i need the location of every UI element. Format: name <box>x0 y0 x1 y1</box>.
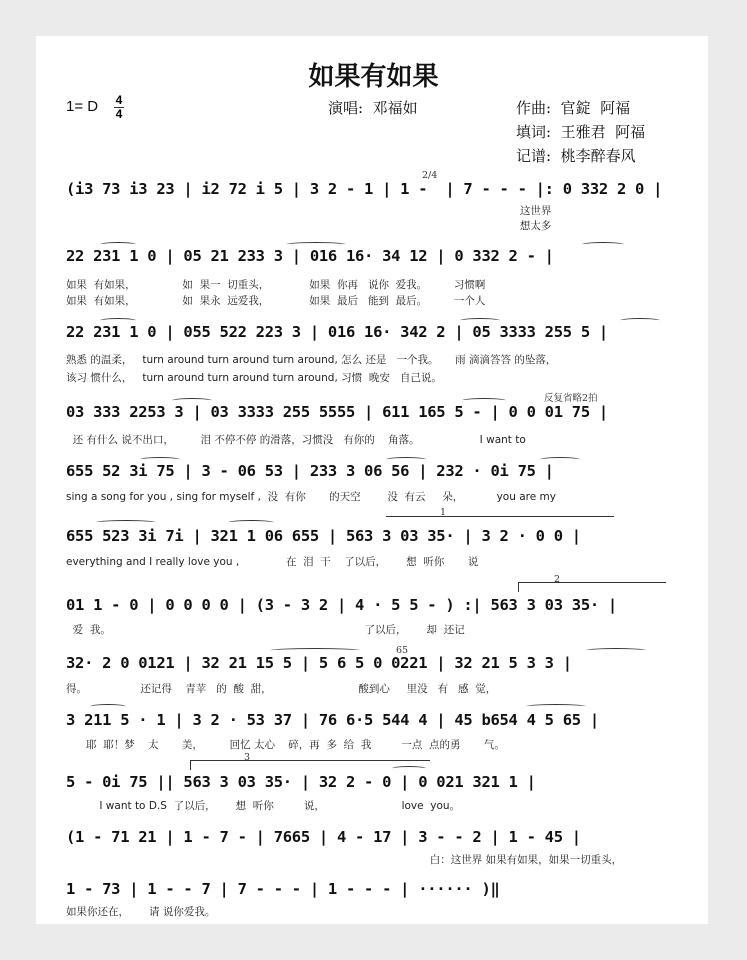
music-line-11: (1 - 71 21 | 1 - 7 - | 7665 | 4 - 17 | 3 - - 2 | 1 - 45 | <box>66 828 581 846</box>
lyric-line-4a: 还 有什么 说不出口， 泪 不停不停 的滑落，习惯没 有你的 角落。 I want to <box>66 434 526 446</box>
lyric-line-10a: I want to D.S 了以后， 想 听你 说， love you。 <box>66 800 461 812</box>
lyric-line-8a: 得。 还记得 青苹 的 酸 甜， 酸到心 里没 有 感 觉， <box>66 683 497 695</box>
music-line-3: 22 231 1 0 | 055 522 223 3 | 016 16· 342 2 | 05 3333 255 5 | <box>66 323 608 341</box>
slur <box>392 766 426 771</box>
lyric-line-7a: 爱 我。 了以后， 却 还记 <box>66 624 465 636</box>
lyric-line-6a: everything and I really love you , 在 泪 干 了以后， 想 听你 说 <box>66 556 479 568</box>
lyric-line-1a: 这世界 <box>66 205 552 217</box>
singer-credit: 演唱: 邓福如 <box>328 99 418 117</box>
lyric-line-2b: 如果 有如果， 如 果永 远爱我， 如果 最后 能到 最后。 一个人 <box>66 295 486 307</box>
music-line-6: 655 523 3i 7i | 321 1 06 655 | 563 3 03 35· | 3 2 · 0 0 | <box>66 527 581 545</box>
volta-3-hook <box>190 760 191 770</box>
slur <box>526 704 586 709</box>
lyric-line-9a: 耶 耶！梦 太 美， 回忆 太心 碎，再 多 给 我 一点 点的勇 气。 <box>66 739 505 751</box>
music-line-7: 01 1 - 0 | 0 0 0 0 | (3 - 3 2 | 4 · 5 5 - ) :| 563 3 03 35· | <box>66 596 617 614</box>
lyric-line-3a: 熟悉 的温柔， turn around turn around turn around, 怎么 还是 一个我。 雨 滴滴答答 的坠落， <box>66 354 557 366</box>
music-line-12: 1 - 73 | 1 - - 7 | 7 - - - | 1 - - - | ······ )‖ <box>66 880 500 898</box>
slur <box>90 704 126 709</box>
time-change-mark: 2/4 <box>422 170 438 181</box>
lyric-line-3b: 该习 惯什么， turn around turn around turn around, 习惯 晚安 自己说。 <box>66 372 442 384</box>
lyric-line-12a: 如果你还在， 请 说你爱我。 <box>66 906 216 918</box>
volta-1-label: 1 <box>440 507 447 518</box>
music-line-4: 03 333 2253 3 | 03 3333 255 5555 | 611 165 5 - | 0 0 01 75 | <box>66 403 608 421</box>
time-signature-bottom: 4 <box>115 107 123 121</box>
lyric-line-2a: 如果 有如果， 如 果一 切重头， 如果 你再 说你 爱我。 习惯啊 <box>66 279 486 291</box>
music-line-10: 5 - 0i 75 || 563 3 03 35· | 32 2 - 0 | 0 021 321 1 | <box>66 773 536 791</box>
slur <box>270 648 360 653</box>
lyricist-credit: 填词: 王雅君 阿福 <box>516 123 646 141</box>
volta-2-label: 2 <box>554 574 561 585</box>
volta-2-hook <box>518 582 519 592</box>
music-line-9: 3 211 5 · 1 | 3 2 · 53 37 | 76 6·5 544 4 | 45 b654 4 5 65 | <box>66 711 599 729</box>
slur <box>96 520 156 525</box>
transcriber-credit: 记谱: 桃李醉春风 <box>516 147 636 165</box>
grace-note: 65 <box>396 645 409 656</box>
music-line-8: 32· 2 0 0121 | 32 21 15 5 | 5 6 5 0 0221 | 32 21 5 3 3 | <box>66 654 572 672</box>
music-line-2: 22 231 1 0 | 05 21 233 3 | 016 16· 34 12 | 0 332 2 - | <box>66 247 554 265</box>
volta-3-label: 3 <box>244 752 251 763</box>
music-line-5: 655 52 3i 75 | 3 - 06 53 | 233 3 06 56 | 232 · 0i 75 | <box>66 462 554 480</box>
lyric-line-5a: sing a song for you , sing for myself , 没 有你 的天空 没 有云 朵， you are my <box>66 491 556 503</box>
volta-2-bracket <box>518 582 666 583</box>
song-title: 如果有如果 <box>308 62 439 92</box>
lyric-line-1b: 想太多 <box>66 220 552 232</box>
time-signature-top: 4 <box>115 93 123 107</box>
volta-1-bracket <box>386 516 614 517</box>
slur <box>228 520 274 525</box>
lyric-line-11a: 白：这世界 如果有如果，如果一切重头， <box>66 854 623 866</box>
composer-credit: 作曲: 官錠 阿福 <box>516 99 631 117</box>
music-line-1: (i3 73 i3 23 | i2 72 i 5 | 3 2 - 1 | 1 - | 7 - - - |: 0 332 2 0 | <box>66 180 663 198</box>
volta-3-bracket <box>190 760 430 761</box>
slur <box>586 648 646 653</box>
key-signature: 1= D <box>66 98 99 115</box>
repeat-note: 反复省略2拍 <box>544 393 598 404</box>
